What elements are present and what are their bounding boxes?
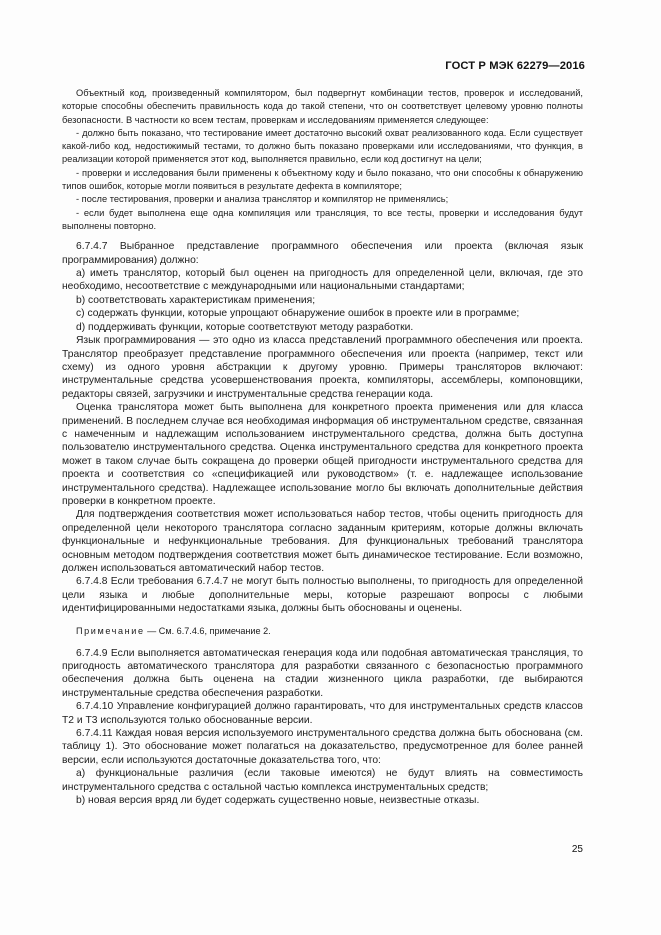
paragraph: Оценка транслятора может быть выполнена для конкретного проекта применения или для класса применений. В последнем случае вся необходимая информация об инструментальном средстве, связанная с намеченным и надлежащим использованием инструментального средства, должна быть доступна пользователю инструментального средства. Оценка инструментального средства для конкретного проекта может в таком случае быть сокращена до проверки общей пригодности инструментального средства для проекта и соответствия со «спецификацией или руководством» (т. е. надлежащее использование инструментального средства). Надлежащее использование могло бы включать дополнительные действия проверки в конкретном проекте.: [62, 402, 583, 507]
note-label: Примечание: [76, 625, 145, 636]
paragraph: Язык программирования — это одно из класса представлений программного обеспечения или проекта. Транслятор преобразует представление программного обеспечения или проекта (например, текст или схему) из одного уровня абстракции к другому уровню. Примеры трансляторов включают: инструментальные средства усовершенствования проекта, компиляторы, ассемблеры, компоновщики, редакторы связей, загрузчики и инструментальные средства генерации кода.: [62, 335, 583, 400]
list-item: b) соответствовать характеристикам применения;: [76, 294, 316, 306]
list-item: - после тестирования, проверки и анализа транслятор и компилятор не применялись;: [76, 194, 449, 205]
note-text: — См. 6.7.4.6, примечание 2.: [144, 625, 271, 636]
list-item: b) новая версия вряд ли будет содержать существенно новые, неизвестные отказы.: [76, 795, 480, 807]
list-item: - должно быть показано, что тестирование имеет достаточно высокий охват реализованного кода. Если существует какой-либо код, недостижимый тестами, то должно быть показано проверками или исследованиями, что функция, в реализации которой применяется этот код, выполняется правильно, если код достигнут на цели;: [62, 127, 583, 165]
page-number: 25: [571, 844, 583, 855]
list-item: - если будет выполнена еще одна компиляция или трансляция, то все тесты, проверки и исследования будут выполнены повторно.: [62, 207, 583, 231]
paragraph: Объектный код, произведенный компилятором, был подвергнут комбинации тестов, проверок и исследований, которые способны обеспечить правильность кода до такой степени, что он соответствует целевому уровню полноты безопасности. В частности ко всем тестам, проверкам и исследованиям применяется следующее:: [62, 88, 583, 125]
standard-header: ГОСТ Р МЭК 62279—2016: [445, 60, 585, 72]
list-item: c) содержать функции, которые упрощают обнаружение ошибок в проекте или в программе;: [76, 308, 520, 320]
clause-6-7-4-11: 6.7.4.11 Каждая новая версия используемого инструментального средства должна быть обоснована (см. таблицу 1). Это обоснование может полагаться на доказательство, предусмотренное для более ранней версии, если используются достаточные доказательства того, что:: [62, 728, 583, 766]
list-item: d) поддерживать функции, которые соответствуют методу разработки.: [76, 321, 414, 333]
clause-6-7-4-9: 6.7.4.9 Если выполняется автоматическая генерация кода или подобная автоматическая трансляция, то пригодность автоматического транслятора для разработки связанного с безопасностью программного обеспечения должна быть оценена на стадии жизненного цикла разработки, где выбираются инструментальные средства обеспечения разработки.: [62, 647, 583, 699]
clause-6-7-4-10: 6.7.4.10 Управление конфигурацией должно гарантировать, что для инструментальных средств классов T2 и T3 используются только обоснованные версии.: [62, 701, 583, 726]
list-item: a) функциональные различия (если таковые имеются) не будут влиять на совместимость инструментального средства с остальной частью комплекса инструментальных средств;: [62, 768, 583, 793]
list-item: - проверки и исследования были применены к объектному коду и было показано, что они способны к обнаружению типов ошибок, которые могли появиться в результате дефекта в компиляторе;: [62, 167, 583, 192]
note: [62, 625, 583, 638]
page-content: [62, 87, 583, 808]
clause-6-7-4-7: 6.7.4.7 Выбранное представление программного обеспечения или проекта (включая язык программирования) должно:: [62, 241, 583, 266]
paragraph: Для подтверждения соответствия может использоваться набор тестов, чтобы оценить пригодность для определенной цели некоторого транслятора согласно заданным критериям, которые должны включать функциональные и нефункциональные требования. Для функциональных требований транслятора основным методом подтверждения соответствия может быть динамическое тестирование. Если возможно, должен использоваться автоматический набор тестов.: [62, 509, 583, 575]
clause-6-7-4-8: 6.7.4.8 Если требования 6.7.4.7 не могут быть полностью выполнены, то пригодность для определенной цели языка и любые дополнительные меры, которые разрешают вопросы с любыми идентифицированными недостатками языка, должны быть обоснованы и оценены.: [62, 576, 583, 615]
list-item: a) иметь транслятор, который был оценен на пригодность для определенной цели, включая, где это необходимо, несоответствие с международными или национальными стандартами;: [62, 268, 583, 293]
